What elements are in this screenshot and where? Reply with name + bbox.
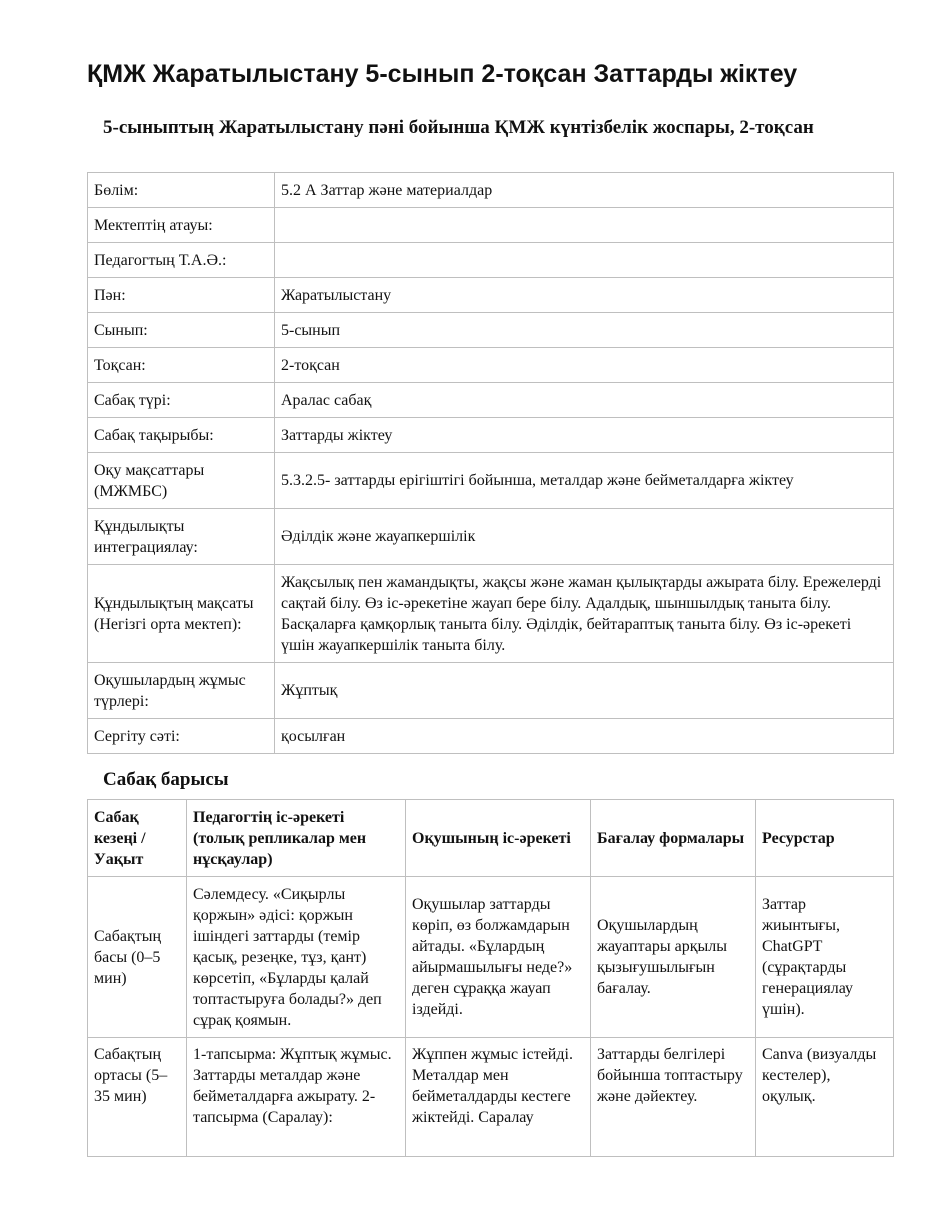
info-label: Тоқсан: [88, 348, 275, 383]
stage-cell: Сабақтың басы (0–5 мин) [88, 877, 187, 1038]
table-row [88, 173, 894, 208]
assessment-cell: Оқушылардың жауаптары арқылы қызығушылығын бағалау. [591, 877, 756, 1038]
table-header-row [88, 800, 894, 877]
lesson-info-table [87, 172, 894, 754]
lesson-progress-heading: Сабақ барысы [103, 769, 229, 790]
table-row [88, 663, 894, 719]
teacher-activity-cell: Сәлемдесу. «Сиқырлы қоржын» әдісі: қоржын ішіндегі заттарды (темір қасық, резеңке, тұз, қант) көрсетіп, «Бұларды қалай топтастыруға болады?» деп сұрақ қоямын. [187, 877, 406, 1038]
assessment-cell: Заттарды белгілері бойынша топтастыру және дәйектеу. [591, 1038, 756, 1157]
column-header-stage: Сабақ кезеңі / Уақыт [88, 800, 187, 877]
table-row [88, 1038, 894, 1157]
table-row [88, 313, 894, 348]
info-label: Оқушылардың жұмыс түрлері: [88, 663, 275, 719]
info-label: Педагогтың Т.А.Ә.: [88, 243, 275, 278]
info-value: Жұптық [275, 663, 894, 719]
plan-subtitle: 5-сыныптың Жаратылыстану пәні бойынша ҚМЖ күнтізбелік жоспары, 2-тоқсан [103, 117, 814, 138]
info-value: Аралас сабақ [275, 383, 894, 418]
table-row [88, 719, 894, 754]
table-row [88, 243, 894, 278]
table-row [88, 877, 894, 1038]
info-value: қосылған [275, 719, 894, 754]
info-value: Жаратылыстану [275, 278, 894, 313]
table-row [88, 348, 894, 383]
table-row [88, 278, 894, 313]
info-value: 5-сынып [275, 313, 894, 348]
info-label: Сабақ түрі: [88, 383, 275, 418]
resources-cell: Canva (визуалды кестелер), оқулық. [756, 1038, 894, 1157]
info-value: 2-тоқсан [275, 348, 894, 383]
resources-cell: Заттар жиынтығы, ChatGPT (сұрақтарды генерациялау үшін). [756, 877, 894, 1038]
info-value: Әділдік және жауапкершілік [275, 509, 894, 565]
info-value: Жақсылық пен жамандықты, жақсы және жаман қылықтарды ажырата білу. Ережелерді сақтай білу. Өз іс-әрекетіне жауап бере білу. Адалдық, шыншылдық таныта білу. Басқаларға қамқорлық таныта білу. Әділдік, бейтараптық таныта білу. Өз іс-әрекеті үшін жауапкершілік таныта білу. [275, 565, 894, 663]
document-title: ҚМЖ Жаратылыстану 5-сынып 2-тоқсан Заттарды жіктеу [87, 60, 798, 88]
info-label: Сынып: [88, 313, 275, 348]
info-value [275, 243, 894, 278]
info-value: Заттарды жіктеу [275, 418, 894, 453]
info-value: 5.2 А Заттар және материалдар [275, 173, 894, 208]
column-header-assessment: Бағалау формалары [591, 800, 756, 877]
table-row [88, 565, 894, 663]
info-label: Бөлім: [88, 173, 275, 208]
column-header-teacher-activity: Педагогтің іс-әрекеті (толық репликалар мен нұсқаулар) [187, 800, 406, 877]
table-row [88, 208, 894, 243]
student-activity-cell: Жұппен жұмыс істейді. Металдар мен бейметалдарды кестеге жіктейді. Саралау [406, 1038, 591, 1157]
info-label: Оқу мақсаттары (МЖМБС) [88, 453, 275, 509]
table-row [88, 509, 894, 565]
lesson-progress-table [87, 799, 894, 1157]
info-label: Мектептің атауы: [88, 208, 275, 243]
stage-cell: Сабақтың ортасы (5–35 мин) [88, 1038, 187, 1157]
teacher-activity-cell: 1-тапсырма: Жұптық жұмыс. Заттарды металдар және бейметалдарға ажырату. 2-тапсырма (Саралау): [187, 1038, 406, 1157]
column-header-student-activity: Оқушының іс-әрекеті [406, 800, 591, 877]
info-label: Құндылықтың мақсаты (Негізгі орта мектеп): [88, 565, 275, 663]
table-row [88, 418, 894, 453]
info-label: Құндылықты интеграциялау: [88, 509, 275, 565]
info-value: 5.3.2.5- заттарды ерігіштігі бойынша, металдар және бейметалдарға жіктеу [275, 453, 894, 509]
table-row [88, 453, 894, 509]
table-row [88, 383, 894, 418]
info-value [275, 208, 894, 243]
info-label: Сабақ тақырыбы: [88, 418, 275, 453]
column-header-resources: Ресурстар [756, 800, 894, 877]
info-label: Сергіту сәті: [88, 719, 275, 754]
info-label: Пән: [88, 278, 275, 313]
student-activity-cell: Оқушылар заттарды көріп, өз болжамдарын айтады. «Бұлардың айырмашылығы неде?» деген сұраққа жауап іздейді. [406, 877, 591, 1038]
